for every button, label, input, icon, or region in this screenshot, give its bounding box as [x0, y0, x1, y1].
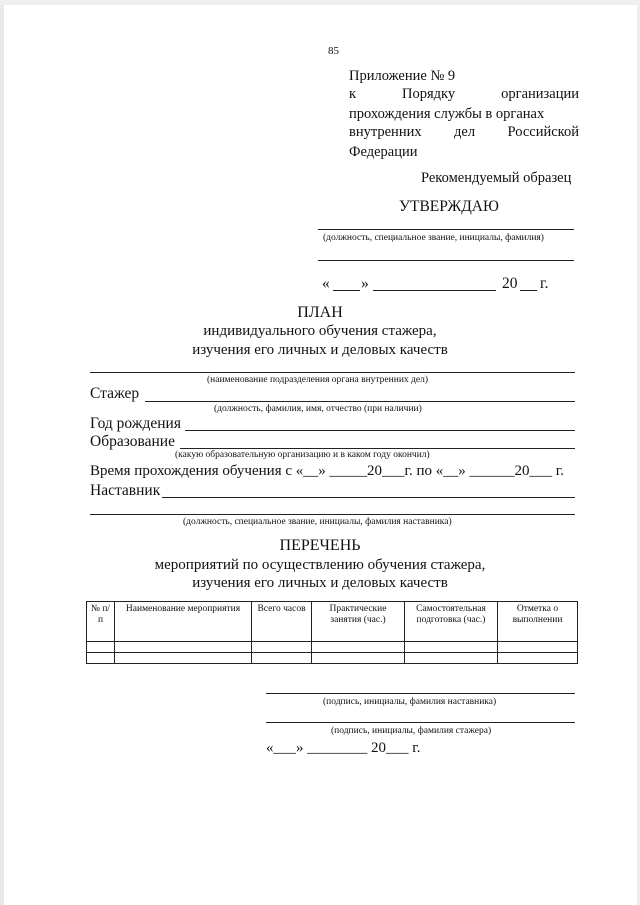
table-cell — [252, 642, 312, 653]
appendix-line-3: прохождения службы в органах — [349, 106, 545, 122]
table-cell — [87, 653, 115, 664]
list-subtitle-1: мероприятий по осуществлению обучения стажера, — [154, 557, 486, 573]
approve-date-month-line — [373, 290, 496, 291]
table-header-cell: Всего часов — [252, 602, 312, 642]
appendix-word: Российской — [507, 124, 579, 140]
table-row — [87, 653, 578, 664]
education-line — [180, 448, 575, 449]
appendix-line-5: Федерации — [349, 144, 418, 160]
table-header-cell: Отметка о выполнении — [498, 602, 578, 642]
recommended-sample: Рекомендуемый образец — [421, 170, 572, 186]
plan-subtitle-1: индивидуального обучения стажера, — [203, 323, 437, 339]
approve-date-close: » — [361, 275, 369, 292]
approve-heading: УТВЕРЖДАЮ — [399, 198, 499, 215]
subdivision-caption: (наименование подразделения органа внутренних дел) — [207, 375, 428, 385]
plan-subtitle-2: изучения его личных и деловых качеств — [192, 342, 448, 358]
activities-table — [86, 601, 578, 664]
approve-date-year-suffix: г. — [540, 275, 549, 292]
appendix-word: к — [349, 86, 357, 102]
appendix-line-1: Приложение № 9 — [349, 68, 456, 84]
mentor-signature-caption: (подпись, инициалы, фамилия наставника) — [323, 697, 497, 707]
appendix-word: дел — [454, 124, 476, 140]
trainee-label: Стажер — [90, 385, 140, 402]
signature-date: «___» ________ 20___ г. — [266, 740, 421, 756]
table-header-cell: Практические занятия (час.) — [312, 602, 405, 642]
appendix-word: организации — [501, 86, 579, 102]
table-cell — [252, 653, 312, 664]
table-row — [87, 642, 578, 653]
mentor-label: Наставник — [90, 482, 161, 499]
table-header-cell: Наименование мероприятия — [115, 602, 252, 642]
trainee-caption: (должность, фамилия, имя, отчество (при наличии) — [214, 404, 422, 414]
table-cell — [498, 642, 578, 653]
table-cell — [115, 642, 252, 653]
trainee-line — [145, 401, 575, 402]
mentor-caption: (должность, специальное звание, инициалы, фамилия наставника) — [183, 517, 452, 527]
education-label: Образование — [90, 433, 175, 450]
table-cell — [312, 653, 405, 664]
approve-line-1 — [318, 229, 574, 230]
scan-edge-left — [0, 0, 4, 905]
table-cell — [312, 642, 405, 653]
mentor-signature-line — [266, 693, 575, 694]
table-cell — [115, 653, 252, 664]
list-subtitle-2: изучения его личных и деловых качеств — [192, 575, 448, 591]
education-caption: (какую образовательную организацию и в каком году окончил) — [175, 450, 430, 460]
page-number: 85 — [328, 45, 339, 57]
approve-date-year: 20 — [502, 275, 518, 292]
table-header-cell: Самостоятельная подготовка (час.) — [405, 602, 498, 642]
approve-line-2 — [318, 260, 574, 261]
table-header-row — [87, 602, 578, 642]
approve-caption: (должность, специальное звание, инициалы, фамилия) — [323, 233, 544, 243]
table-cell — [498, 653, 578, 664]
scan-edge-top — [0, 0, 640, 5]
table-cell — [87, 642, 115, 653]
birth-year-label: Год рождения — [90, 415, 181, 432]
trainee-signature-line — [266, 722, 575, 723]
mentor-line-2 — [90, 514, 575, 515]
approve-date-day-line — [333, 290, 360, 291]
trainee-signature-caption: (подпись, инициалы, фамилия стажера) — [331, 726, 492, 736]
list-title: ПЕРЕЧЕНЬ — [279, 537, 361, 554]
training-period: Время прохождения обучения с «__» _____20___г. по «__» ______20___ г. — [90, 463, 564, 479]
mentor-line-1 — [162, 497, 575, 498]
plan-title: ПЛАН — [297, 304, 343, 321]
approve-date-open: « — [322, 275, 330, 292]
appendix-word: внутренних — [349, 124, 422, 140]
subdivision-line — [90, 372, 575, 373]
table-cell — [405, 653, 498, 664]
appendix-line-2 — [349, 86, 579, 103]
table-header-cell: № п/п — [87, 602, 115, 642]
birth-year-line — [185, 430, 575, 431]
approve-date-year-line — [520, 290, 537, 291]
appendix-line-4 — [349, 124, 579, 141]
table-cell — [405, 642, 498, 653]
appendix-word: Порядку — [402, 86, 456, 102]
